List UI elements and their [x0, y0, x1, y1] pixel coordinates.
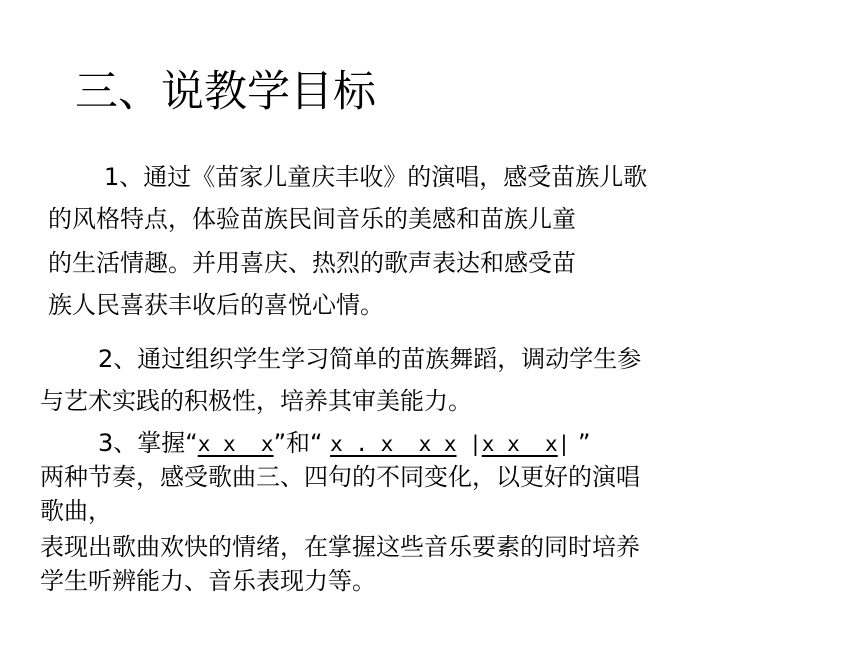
goal-3-suffix: ”: [570, 429, 591, 457]
rhythm-notation-2a: x . x x x: [330, 432, 457, 456]
slide-title: 三、说教学目标: [75, 67, 376, 117]
bar-line-2: |: [557, 432, 571, 456]
bar-line-1: |: [456, 432, 482, 456]
goal-3-prefix: 3、掌握“: [98, 429, 198, 457]
goal-3-line-4: 表现出歌曲欢快的情绪，在掌握这些音乐要素的同时培养: [40, 533, 640, 561]
rhythm-notation-1: x x x: [197, 432, 274, 456]
goal-3-line-3: 歌曲，: [40, 497, 112, 525]
goal-3-middle: ”和“: [273, 429, 331, 457]
goal-3-line-5: 学生听辨能力、音乐表现力等。: [40, 567, 376, 595]
goal-1-line-1: 1、通过《苗家儿童庆丰收》的演唱，感受苗族儿歌: [104, 163, 648, 191]
goal-1-line-2: 的风格特点，体验苗族民间音乐的美感和苗族儿童: [48, 205, 576, 233]
goal-1-line-4: 族人民喜获丰收后的喜悦心情。: [48, 291, 384, 319]
goal-3-line-2: 两种节奏，感受歌曲三、四句的不同变化，以更好的演唱: [40, 463, 640, 491]
goal-1-line-3: 的生活情趣。并用喜庆、热烈的歌声表达和感受苗: [48, 249, 576, 277]
goal-2-line-2: 与艺术实践的积极性，培养其审美能力。: [40, 387, 472, 415]
goal-3-line-1: [98, 428, 590, 459]
rhythm-notation-2b: x x x: [481, 432, 558, 456]
goal-2-line-1: 2、通过组织学生学习简单的苗族舞蹈，调动学生参: [98, 345, 642, 373]
